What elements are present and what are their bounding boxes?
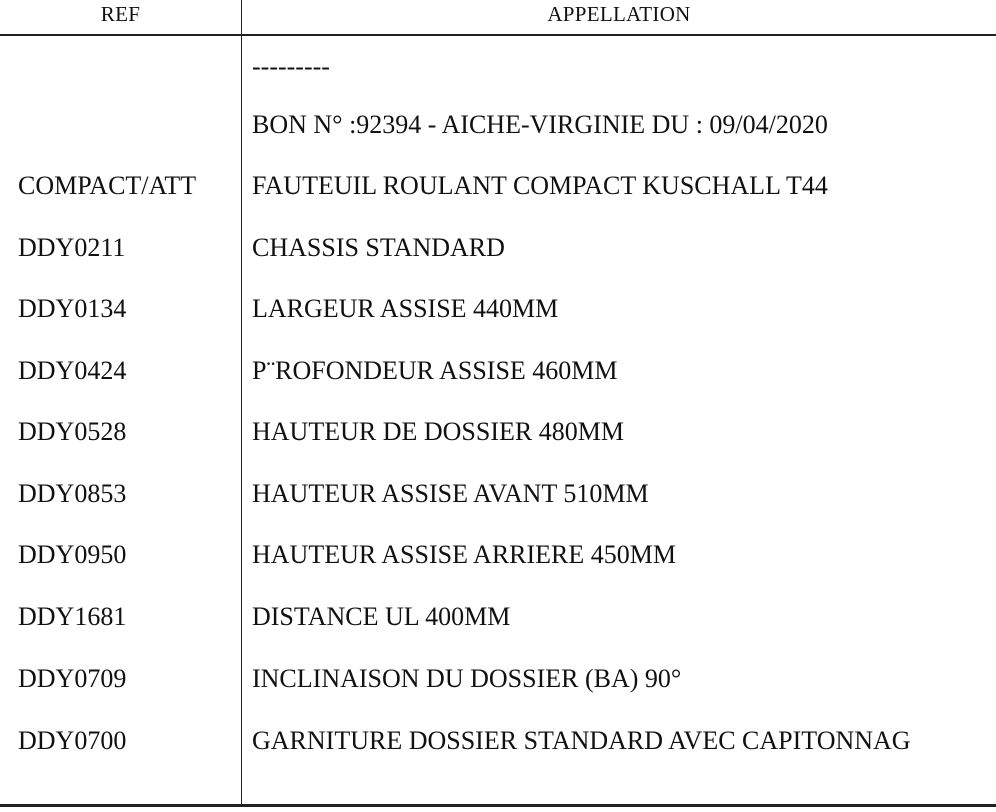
ref-cell: COMPACT/ATT: [18, 171, 197, 200]
table-bottom-border: [0, 804, 996, 807]
table-row: [0, 351, 996, 391]
header-appellation: APPELLATION: [547, 2, 691, 26]
ref-cell: DDY0700: [18, 726, 127, 755]
table-header: [0, 0, 996, 36]
table-row: [0, 474, 996, 514]
ref-cell: DDY0211: [18, 233, 126, 262]
table-row: [0, 412, 996, 452]
table-row: [0, 105, 996, 145]
table-row: [0, 47, 996, 87]
appellation-cell: P¨ROFONDEUR ASSISE 460MM: [252, 356, 618, 385]
ref-cell: DDY0853: [18, 479, 127, 508]
appellation-cell: HAUTEUR DE DOSSIER 480MM: [252, 417, 624, 446]
ref-cell: DDY1681: [18, 602, 127, 631]
appellation-cell: DISTANCE UL 400MM: [252, 602, 511, 631]
table-row: [0, 659, 996, 699]
table-row: [0, 721, 996, 761]
appellation-cell: HAUTEUR ASSISE AVANT 510MM: [252, 479, 649, 508]
table-row: [0, 597, 996, 637]
appellation-cell: FAUTEUIL ROULANT COMPACT KUSCHALL T44: [252, 171, 828, 200]
appellation-cell: CHASSIS STANDARD: [252, 233, 505, 262]
table-row: [0, 289, 996, 329]
ref-cell: DDY0424: [18, 356, 127, 385]
appellation-cell: BON N° :92394 - AICHE-VIRGINIE DU : 09/04/2020: [252, 110, 828, 139]
ref-cell: DDY0134: [18, 294, 127, 323]
appellation-cell: INCLINAISON DU DOSSIER (BA) 90°: [252, 664, 682, 693]
ref-cell: DDY0950: [18, 540, 127, 569]
table-row: [0, 228, 996, 268]
table-row: [0, 535, 996, 575]
ref-cell: DDY0709: [18, 664, 127, 693]
header-ref: REF: [100, 2, 141, 26]
table-row: [0, 166, 996, 206]
appellation-cell: ---------: [252, 52, 330, 81]
appellation-cell: HAUTEUR ASSISE ARRIERE 450MM: [252, 540, 676, 569]
appellation-cell: GARNITURE DOSSIER STANDARD AVEC CAPITONNAG: [252, 726, 911, 755]
appellation-cell: LARGEUR ASSISE 440MM: [252, 294, 559, 323]
ref-cell: DDY0528: [18, 417, 127, 446]
